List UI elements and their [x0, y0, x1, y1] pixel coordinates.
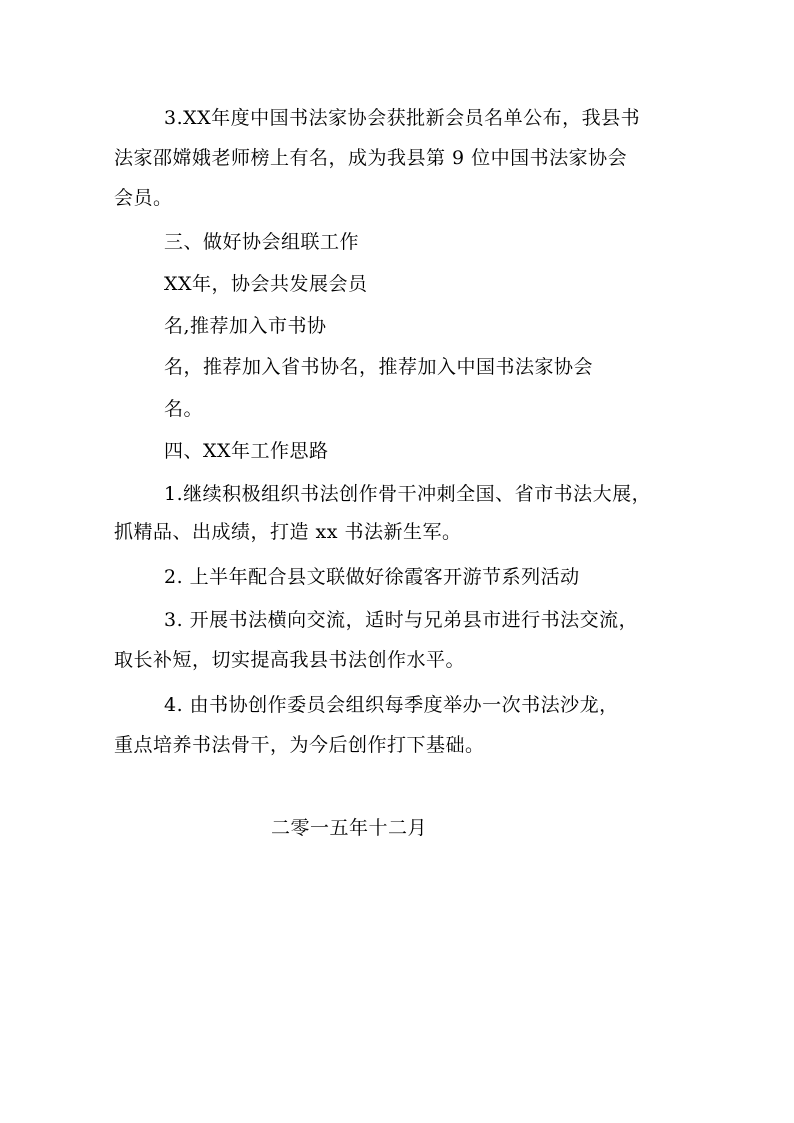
list-item-line: 2. 上半年配合县文联做好徐霞客开游节系列活动 — [164, 566, 580, 588]
list-item-line: 重点培养书法骨干，为今后创作打下基础。 — [114, 734, 485, 756]
paragraph-line: 3.XX年度中国书法家协会获批新会员名单公布，我县书 — [164, 107, 641, 129]
document-date: 二零一五年十二月 — [271, 817, 428, 839]
paragraph-line: 会员。 — [114, 187, 173, 209]
list-item-line: 3. 开展书法横向交流，适时与兄弟县市进行书法交流， — [164, 609, 639, 631]
paragraph-line: 名，推荐加入省书协名，推荐加入中国书法家协会 — [164, 356, 594, 378]
paragraph-line: XX年，协会共发展会员 — [164, 273, 368, 295]
list-item-line: 抓精品、出成绩，打造 xx 书法新生军。 — [114, 521, 462, 543]
section-heading: 四、XX年工作思路 — [164, 440, 329, 462]
list-item-line: 取长补短，切实提高我县书法创作水平。 — [114, 649, 466, 671]
section-heading: 三、做好协会组联工作 — [164, 231, 360, 253]
paragraph-line: 法家邵嫦娥老师榜上有名，成为我县第 9 位中国书法家协会 — [114, 147, 628, 169]
paragraph-line: 名。 — [164, 398, 204, 420]
paragraph-line: 名,推荐加入市书协 — [164, 315, 327, 337]
list-item-line: 4. 由书协创作委员会组织每季度举办一次书法沙龙， — [164, 694, 619, 716]
list-item-line: 1.继续积极组织书法创作骨干冲刺全国、省市书法大展， — [164, 483, 652, 505]
